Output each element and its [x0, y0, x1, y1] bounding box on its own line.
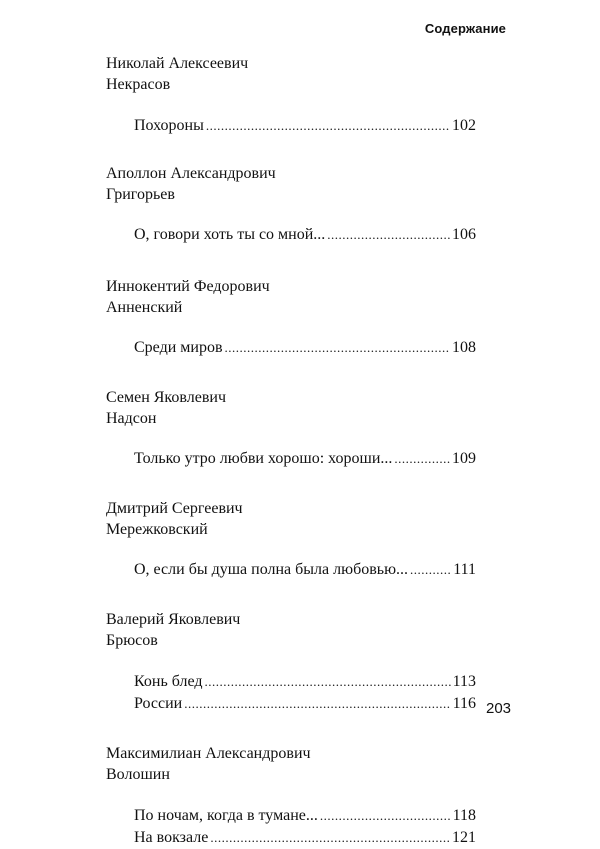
entry-title: Похороны [134, 117, 204, 134]
entry-title: Только утро любви хорошо: хороши... [134, 450, 393, 467]
entry-list [134, 115, 476, 137]
author-first-name: Дмитрий Сергеевич [106, 500, 243, 517]
toc-entry[interactable] [134, 224, 476, 246]
author-name [106, 163, 476, 205]
entry-title: Среди миров [134, 339, 223, 356]
entry-list [134, 559, 476, 581]
leader-dots [394, 448, 450, 470]
entry-page: 102 [452, 117, 476, 134]
toc-entry[interactable] [134, 448, 476, 470]
toc-entry[interactable] [134, 805, 476, 827]
entry-page: 118 [452, 807, 476, 824]
author-last-name: Некрасов [106, 76, 171, 93]
leader-dots [210, 827, 450, 849]
entry-title: России [134, 695, 183, 712]
author-name [106, 498, 476, 540]
entry-page: 106 [452, 226, 476, 243]
entry-page: 109 [452, 450, 476, 467]
toc-entry[interactable] [134, 827, 476, 849]
leader-dots [410, 559, 451, 581]
leader-dots [206, 115, 450, 137]
entry-title: О, если бы душа полна была любовью... [134, 561, 409, 578]
author-last-name: Надсон [106, 410, 157, 427]
entry-list [134, 671, 476, 715]
toc-entry[interactable] [134, 671, 476, 693]
author-name [106, 387, 476, 429]
entry-page: 108 [452, 339, 476, 356]
author-last-name: Волошин [106, 766, 170, 783]
toc-entry[interactable] [134, 693, 476, 715]
toc-section-voloshin [106, 743, 476, 849]
entry-title: О, говори хоть ты со мной... [134, 226, 326, 243]
leader-dots [205, 671, 451, 693]
author-last-name: Григорьев [106, 186, 175, 203]
entry-list [134, 224, 476, 246]
entry-list [134, 448, 476, 470]
entry-title: Конь блед [134, 673, 203, 690]
entry-list [134, 337, 476, 359]
author-first-name: Николай Алексеевич [106, 55, 249, 72]
toc-entry[interactable] [134, 115, 476, 137]
entry-page: 121 [452, 829, 476, 846]
author-first-name: Аполлон Александрович [106, 165, 276, 182]
leader-dots [320, 805, 451, 827]
table-of-contents [106, 53, 476, 849]
toc-section-nekrasov [106, 53, 476, 137]
author-first-name: Семен Яковлевич [106, 389, 226, 406]
entry-list [134, 805, 476, 849]
entry-title: На вокзале [134, 829, 209, 846]
author-name [106, 53, 476, 95]
entry-page: 111 [453, 561, 476, 578]
running-header: Содержание [424, 21, 506, 36]
leader-dots [184, 693, 450, 715]
toc-entry[interactable] [134, 559, 476, 581]
toc-entry[interactable] [134, 337, 476, 359]
author-name [106, 609, 476, 651]
author-first-name: Валерий Яковлевич [106, 611, 241, 628]
author-first-name: Максимилиан Александрович [106, 745, 311, 762]
author-last-name: Мережковский [106, 521, 208, 538]
leader-dots [225, 337, 450, 359]
author-name [106, 276, 476, 318]
page-number: 203 [486, 700, 512, 717]
toc-section-annensky [106, 276, 476, 359]
toc-section-merezhkovsky [106, 498, 476, 581]
author-first-name: Иннокентий Федорович [106, 278, 270, 295]
toc-section-grigoriev [106, 163, 476, 246]
author-last-name: Брюсов [106, 632, 158, 649]
author-last-name: Анненский [106, 299, 183, 316]
toc-section-nadson [106, 387, 476, 470]
toc-section-bryusov [106, 609, 476, 715]
entry-title: По ночам, когда в тумане... [134, 807, 318, 824]
entry-page: 113 [452, 673, 476, 690]
author-name [106, 743, 476, 785]
entry-page: 116 [452, 695, 476, 712]
leader-dots [327, 224, 450, 246]
